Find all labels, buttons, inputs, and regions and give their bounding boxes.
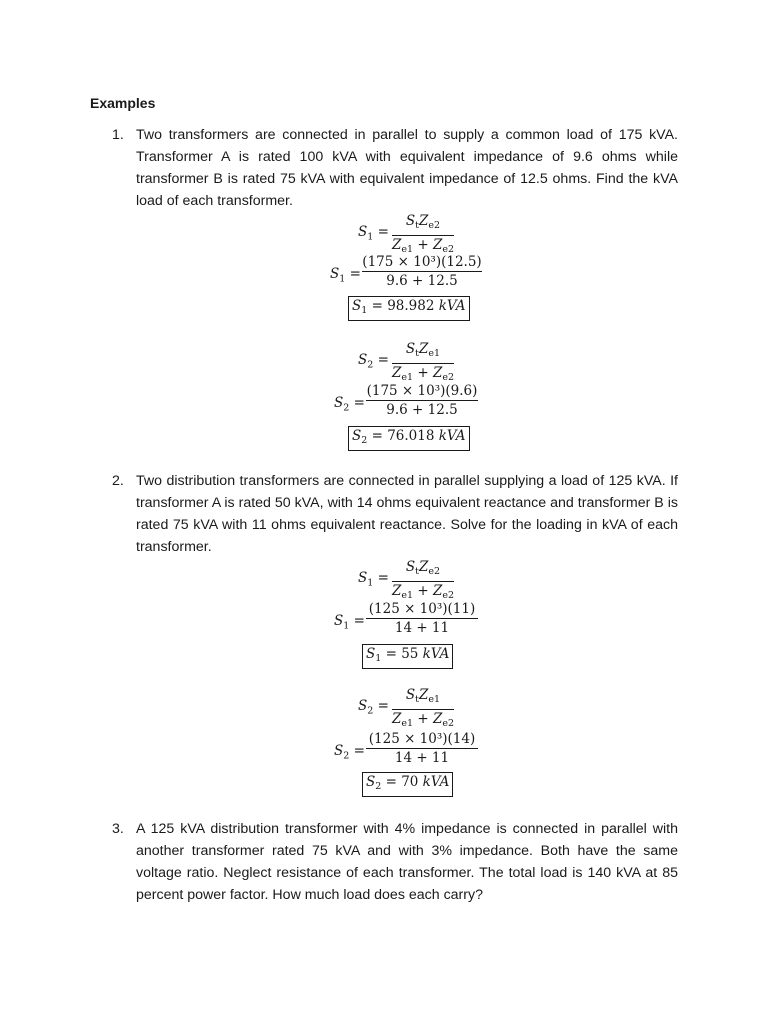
s1-denominator: 9.6 + 12.5: [362, 271, 482, 290]
problem-number: 3.: [112, 821, 124, 837]
s1-formula: $S_1$ = $S_tZ_{e2}$ $Z_{e1} + Z_{e2}$: [0, 558, 768, 598]
s2-substitution: $S_2$ = $\frac{\text{(175 × 10³)(9.6)}}{9.6 + 12.5}$: [334, 383, 478, 418]
problem-text: A 125 kVA distribution transformer with 4% impedance is connected in parallel with another transformer rated 75 kVA and with 3% impedance. Both have the same voltage ratio. Neglect resistance of each transformer. The total load is 140 kVA at 85 percent power factor. How much load does each carry?: [136, 821, 678, 903]
problem-1: [112, 124, 678, 212]
s2-result-box: $S_2 = 70$ kVA: [362, 772, 453, 797]
s1-substitution: $S_1$ = $\frac{\text{(175 × 10³)(12.5)}}{9.6 + 12.5}$: [330, 254, 482, 289]
s1-result-box: $S_1 = 55$ kVA: [362, 644, 453, 669]
problem-text: Two transformers are connected in parallel to supply a common load of 175 kVA. Transformer A is rated 100 kVA with equivalent impedance of 9.6 ohms while transformer B is rated 75 kVA with equivalent impedance of 12.5 ohms. Find the kVA load of each transformer.: [136, 127, 678, 209]
problem-3: [112, 818, 678, 906]
problem-text: Two distribution transformers are connected in parallel supplying a load of 125 kVA. If transformer A is rated 50 kVA, with 14 ohms equivalent reactance and transformer B is rated 75 kVA with 11 ohms equivalent reactance. Solve for the loading in kVA of each transformer.: [136, 473, 678, 555]
s1-formula: $S_1$ = $S_tZ_{e2}$ $Z_{e1} + Z_{e2}$: [0, 212, 768, 252]
section-heading: Examples: [90, 95, 156, 111]
s2-denominator: 14 + 11: [366, 748, 478, 767]
s2-numerator: (175 × 10³)(9.6): [366, 383, 478, 399]
problem-number: 1.: [112, 127, 124, 143]
s1-numerator: (175 × 10³)(12.5): [362, 254, 482, 270]
s2-numerator: (125 × 10³)(14): [368, 731, 476, 747]
s1-substitution: $S_1$ = $\frac{\text{(125 × 10³)(11)}}{14 + 11}$: [0, 600, 768, 640]
s1-result-box: $S_1 = 98.982$ kVA: [348, 296, 470, 321]
s1-numerator: (125 × 10³)(11): [368, 601, 476, 617]
s2-formula: $S_2$ = $S_tZ_{e1}$ $Z_{e1} + Z_{e2}$: [0, 686, 768, 726]
s2-substitution: $S_2$ = $\frac{\text{(125 × 10³)(14)}}{14 + 11}$: [0, 730, 768, 770]
s1-denominator: 14 + 11: [366, 618, 478, 637]
s2-result-box: $S_2 = 76.018$ kVA: [348, 426, 470, 451]
s2-denominator: 9.6 + 12.5: [366, 400, 478, 419]
problem-2: [112, 470, 678, 558]
s2-formula: $S_2$ = $S_tZ_{e1}$ $Z_{e1} + Z_{e2}$: [0, 340, 768, 380]
problem-number: 2.: [112, 473, 124, 489]
